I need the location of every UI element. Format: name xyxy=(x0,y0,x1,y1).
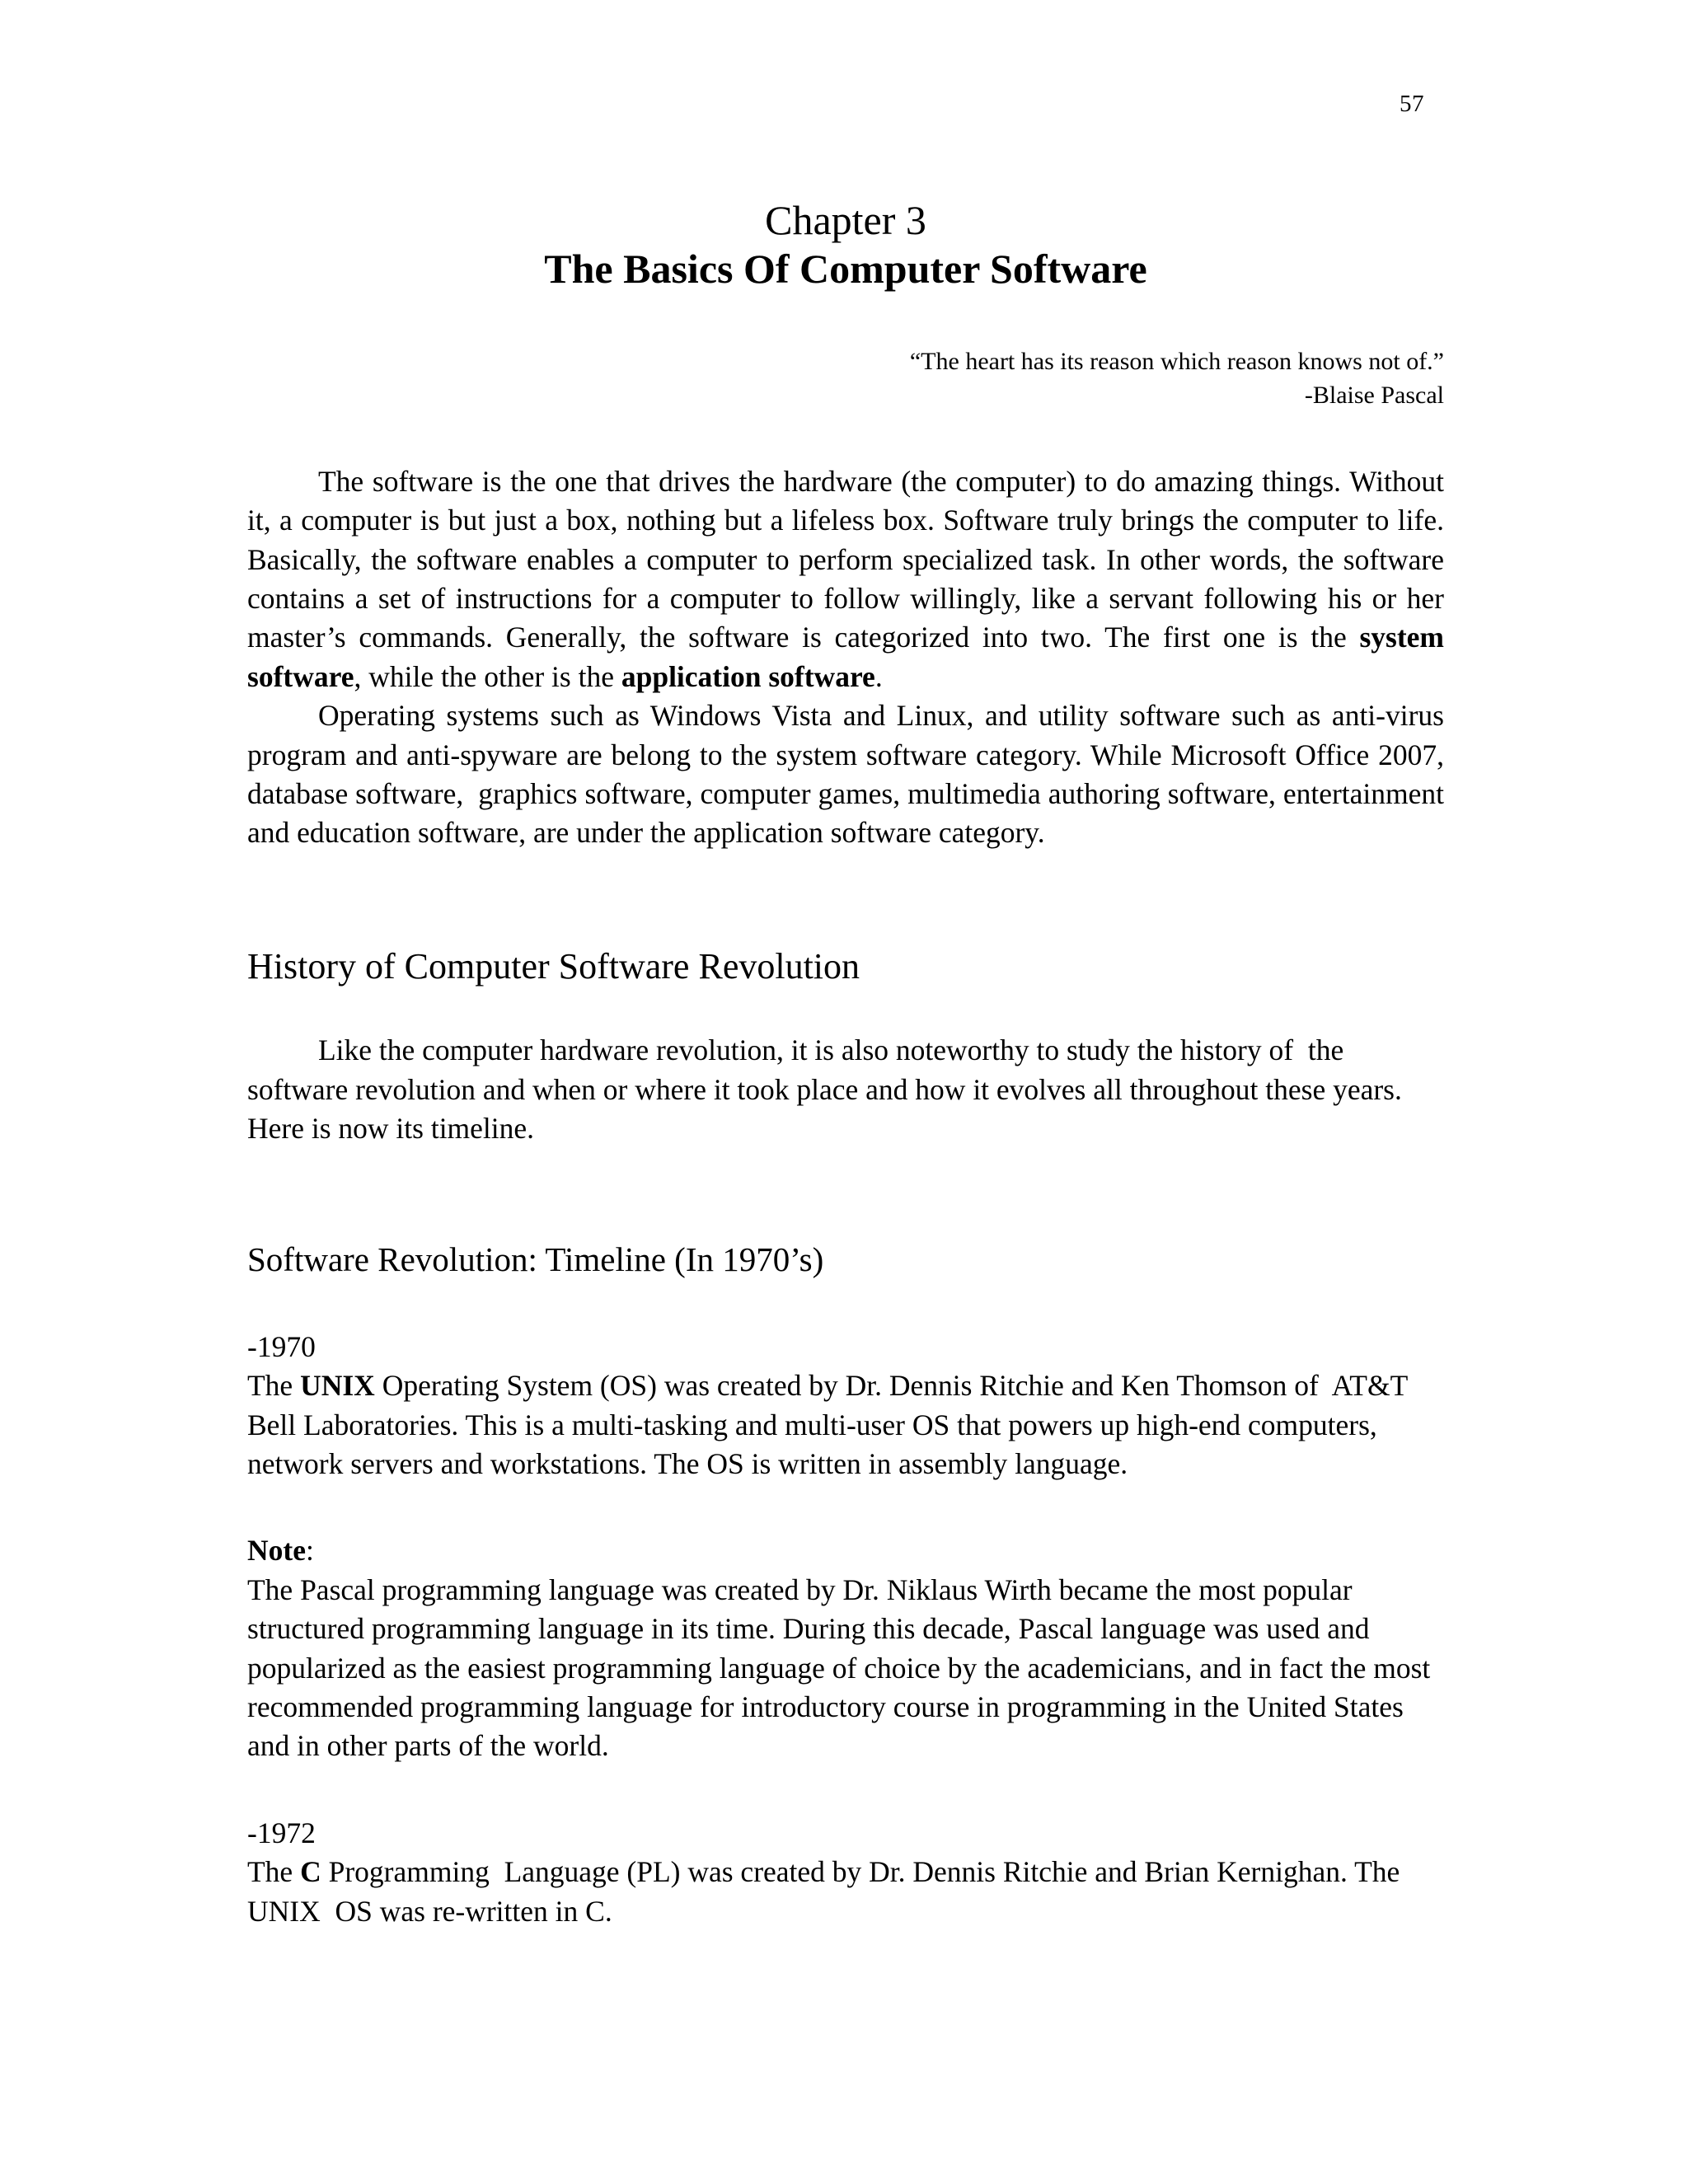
text-column xyxy=(247,0,1459,1931)
timeline-text-1972 xyxy=(247,1853,1444,1931)
term-unix: UNIX xyxy=(300,1369,375,1403)
timeline-year-1970: -1970 xyxy=(247,1329,316,1363)
timeline-1970-text-b: Operating System (OS) was created by Dr. Dennis Ritchie and Ken Thomson of AT&T Bell Laboratories. This is a multi-tasking and multi-user OS that powers up high-end computers, network servers and workstations. The OS is written in assembly language. xyxy=(247,1369,1415,1481)
note-colon: : xyxy=(305,1534,314,1568)
chapter-title: The Basics Of Computer Software xyxy=(544,246,1147,292)
note-label: Note xyxy=(247,1534,306,1568)
note-block xyxy=(247,1483,1444,1765)
timeline-entry-1970 xyxy=(247,1280,1444,1484)
intro-p1-text-c: . xyxy=(874,659,883,693)
term-system-software: system software xyxy=(247,621,1451,693)
intro-p1-text-b: , while the other is the xyxy=(354,659,621,693)
timeline-1970-text-a: The xyxy=(247,1369,301,1403)
section-heading-timeline: Software Revolution: Timeline (In 1970’s) xyxy=(247,1240,824,1278)
timeline-text-1970 xyxy=(247,1366,1444,1483)
timeline-1972-text-a: The xyxy=(247,1855,301,1889)
note-label-line xyxy=(247,1531,1444,1570)
chapter-heading-block xyxy=(247,198,1444,292)
timeline-year-1972: -1972 xyxy=(247,1816,316,1849)
note-text: The Pascal programming language was created by Dr. Niklaus Wirth became the most popular structured programming language in its time. During this decade, Pascal language was used and popularized as the easiest programming language of choice by the academicians, and in fact the most recommended programming language for introductory course in programming in the United States and in other parts of the world. xyxy=(247,1572,1438,1763)
timeline-entry-1972 xyxy=(247,1766,1444,1931)
term-application-software: application software xyxy=(621,659,875,693)
term-c-language: C xyxy=(300,1855,321,1889)
epigraph xyxy=(247,344,1444,413)
section-heading-history: History of Computer Software Revolution xyxy=(247,945,860,987)
history-paragraph: Like the computer hardware revolution, it is also noteworthy to study the history of the software revolution and when or where it took place and how it evolves all throughout these years. Here is now its timeline. xyxy=(247,1033,1409,1146)
intro-p1-text-a: The software is the one that drives the hardware (the computer) to do amazing things. Without it, a computer is but just a box, nothing but a lifeless box. Software truly brings the computer to life. Basically, the software enables a computer to perform specialized task. In other words, the software contains a set of instructions for a computer to follow willingly, like a servant following his or her master’s commands. Generally, the software is categorized into two. The first one is the xyxy=(247,464,1451,654)
intro-paragraph-2: Operating systems such as Windows Vista and Linux, and utility software such as anti-virus program and anti-spyware are belong to the system software category. While Microsoft Office 2007, database software, graphics software, computer games, multimedia authoring software, entertainment and education software, are under the application software category. xyxy=(247,699,1459,850)
page-number: 57 xyxy=(1400,91,1424,117)
epigraph-quote: “The heart has its reason which reason knows not of.” xyxy=(909,348,1444,375)
chapter-label: Chapter 3 xyxy=(765,197,926,243)
intro-paragraph-1 xyxy=(247,462,1451,696)
epigraph-attribution: -Blaise Pascal xyxy=(1304,382,1444,410)
timeline-1972-text-b: Programming Language (PL) was created by Dr. Dennis Ritchie and Brian Kernighan. The UNIX OS was re-written in C. xyxy=(247,1855,1408,1928)
